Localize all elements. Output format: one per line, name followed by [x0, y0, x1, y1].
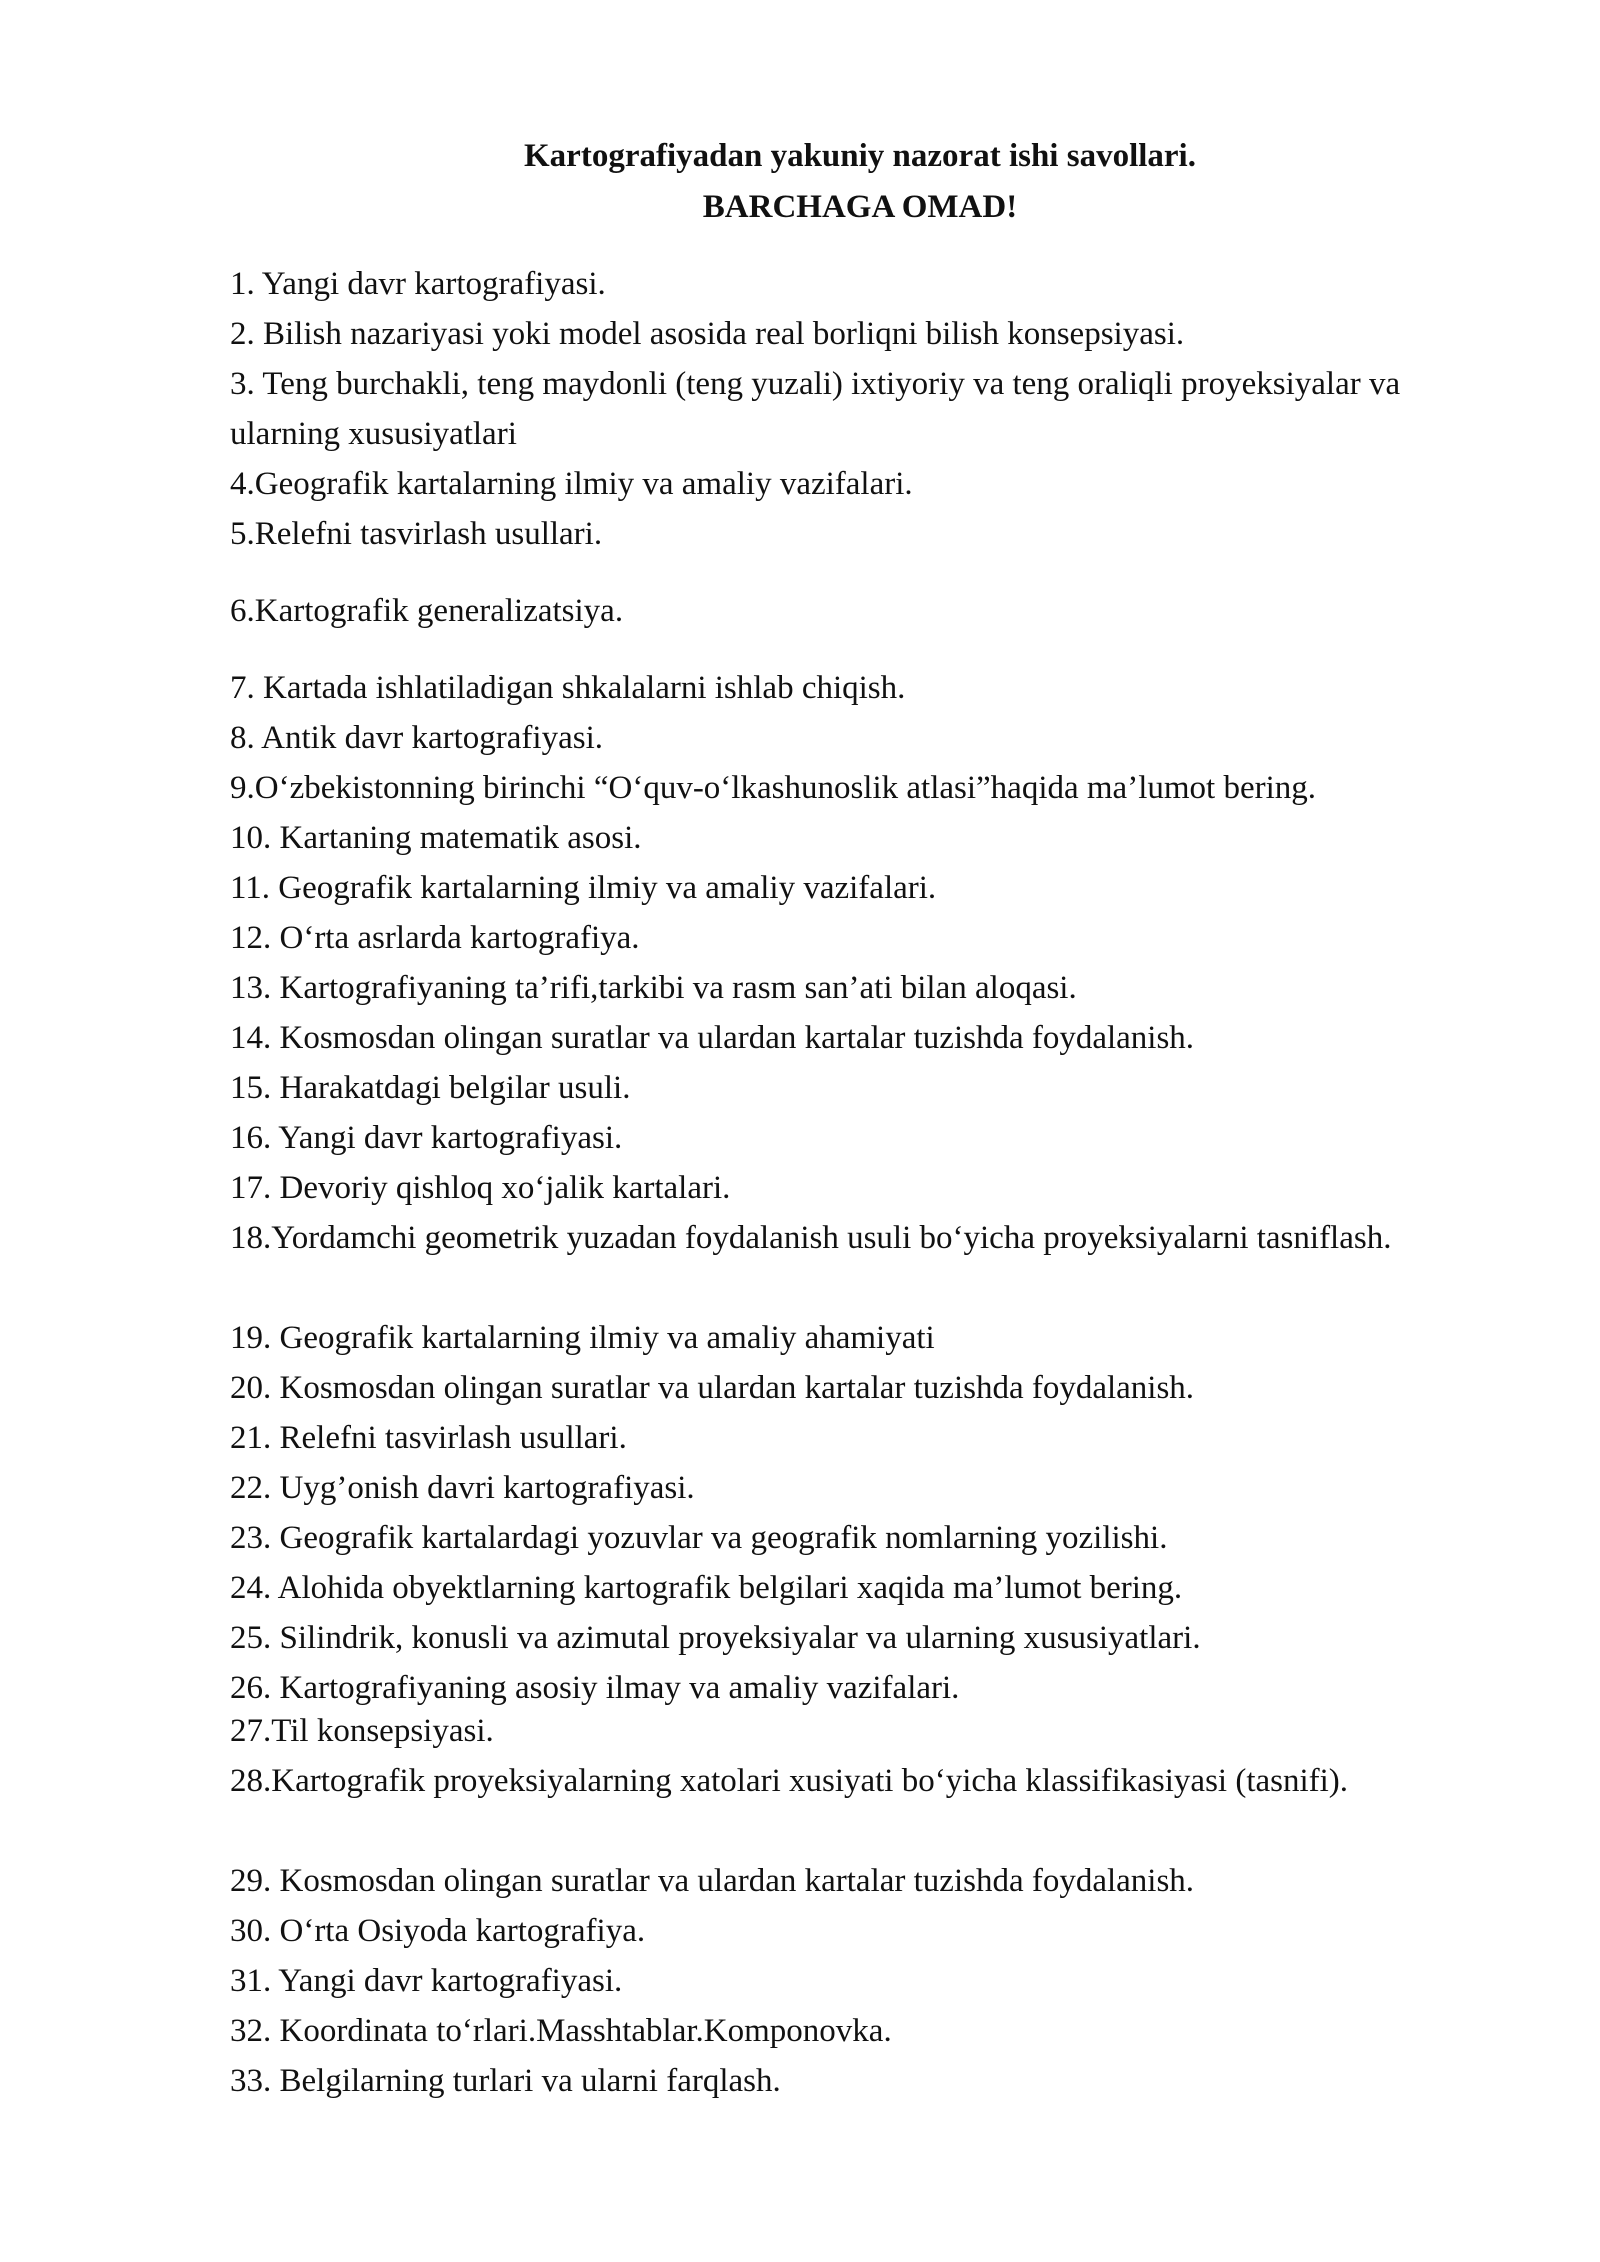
question-item: 9.O‘zbekistonning birinchi “O‘quv-o‘lkashunoslik atlasi”haqida ma’lumot bering. — [230, 770, 1317, 806]
question-item: 1. Yangi davr kartografiyasi. — [230, 266, 606, 302]
question-item: 8. Antik davr kartografiyasi. — [230, 720, 603, 756]
question-item: 6.Kartografik generalizatsiya. — [230, 593, 624, 629]
question-item: 20. Kosmosdan olingan suratlar va ulardan kartalar tuzishda foydalanish. — [230, 1370, 1195, 1406]
question-item: 13. Kartografiyaning ta’rifi,tarkibi va rasm san’ati bilan aloqasi. — [230, 970, 1077, 1006]
question-item: 4.Geografik kartalarning ilmiy va amaliy vazifalari. — [230, 466, 913, 502]
question-item: 15. Harakatdagi belgilar usuli. — [230, 1070, 631, 1106]
question-item: 2. Bilish nazariyasi yoki model asosida real borliqni bilish konsepsiyasi. — [230, 316, 1185, 352]
question-item: 7. Kartada ishlatiladigan shkalalarni ishlab chiqish. — [230, 670, 906, 706]
question-item: 21. Relefni tasvirlash usullari. — [230, 1420, 627, 1456]
question-item: 30. O‘rta Osiyoda kartografiya. — [230, 1913, 646, 1949]
question-item: 19. Geografik kartalarning ilmiy va amaliy ahamiyati — [230, 1320, 935, 1356]
question-item: 17. Devoriy qishloq xo‘jalik kartalari. — [230, 1170, 731, 1206]
question-item: 25. Silindrik, konusli va azimutal proyeksiyalar va ularning xususiyatlari. — [230, 1620, 1201, 1656]
question-item: 3. Teng burchakli, teng maydonli (teng yuzali) ixtiyoriy va teng oraliqli proyeksiyalar va ularning xususiyatlari — [230, 366, 1401, 452]
question-item: 14. Kosmosdan olingan suratlar va ulardan kartalar tuzishda foydalanish. — [230, 1020, 1195, 1056]
question-item: 18.Yordamchi geometrik yuzadan foydalanish usuli bo‘yicha proyeksiyalarni tasniflash. — [230, 1220, 1392, 1256]
question-item: 16. Yangi davr kartografiyasi. — [230, 1120, 623, 1156]
question-item: 10. Kartaning matematik asosi. — [230, 820, 642, 856]
question-item: 22. Uyg’onish davri kartografiyasi. — [230, 1470, 695, 1506]
question-item: 11. Geografik kartalarning ilmiy va amaliy vazifalari. — [230, 870, 937, 906]
document-title: Kartografiyadan yakuniy nazorat ishi savollari. — [524, 138, 1196, 174]
question-item: 24. Alohida obyektlarning kartografik belgilari xaqida ma’lumot bering. — [230, 1570, 1183, 1606]
document-subtitle: BARCHAGA OMAD! — [702, 189, 1018, 225]
question-item: 31. Yangi davr kartografiyasi. — [230, 1963, 623, 1999]
question-item: 23. Geografik kartalardagi yozuvlar va geografik nomlarning yozilishi. — [230, 1520, 1168, 1556]
question-item: 26. Kartografiyaning asosiy ilmay va amaliy vazifalari. — [230, 1670, 960, 1706]
question-item: 27.Til konsepsiyasi. — [230, 1713, 494, 1749]
question-item: 12. O‘rta asrlarda kartografiya. — [230, 920, 640, 956]
question-item: 5.Relefni tasvirlash usullari. — [230, 516, 603, 552]
question-item: 29. Kosmosdan olingan suratlar va ulardan kartalar tuzishda foydalanish. — [230, 1863, 1195, 1899]
question-item: 32. Koordinata to‘rlari.Masshtablar.Komponovka. — [230, 2013, 892, 2049]
question-item: 33. Belgilarning turlari va ularni farqlash. — [230, 2063, 781, 2099]
question-item: 28.Kartografik proyeksiyalarning xatolari xusiyati bo‘yicha klassifikasiyasi (tasnifi). — [230, 1763, 1349, 1799]
